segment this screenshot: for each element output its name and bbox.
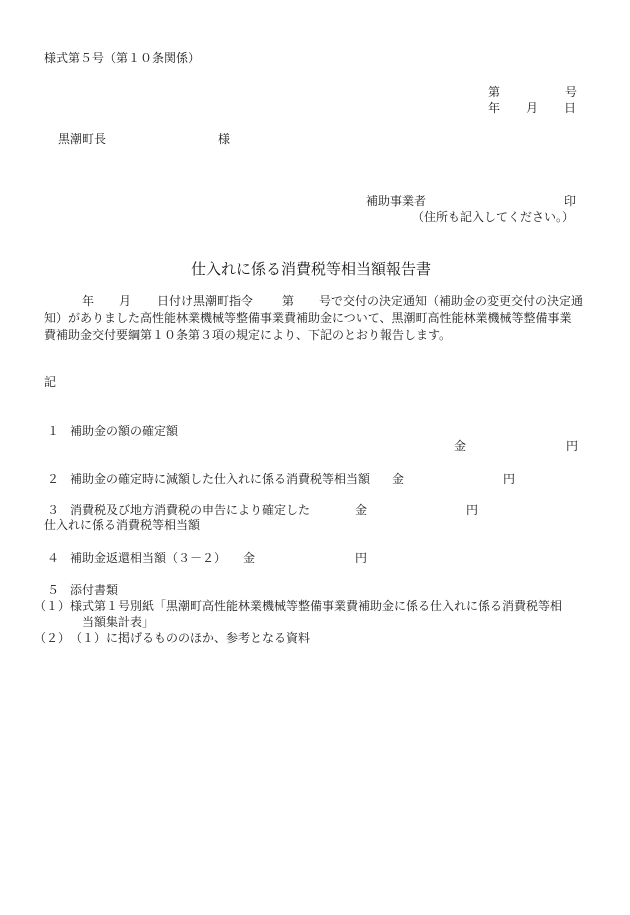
item3-kin: 金 (355, 503, 368, 517)
item5-sub1-number: （１） (34, 599, 71, 613)
item1-en: 円 (566, 439, 579, 453)
date-day: 日 (564, 101, 577, 115)
item3-label: 消費税及び地方消費税の申告により確定した (70, 503, 311, 517)
seal-mark: 印 (564, 194, 577, 208)
item2-label: 補助金の確定時に減額した仕入れに係る消費税等相当額 (70, 472, 371, 486)
body-month: 月 (119, 294, 132, 308)
item3-number: ３ (47, 503, 60, 517)
item1-kin: 金 (454, 439, 467, 453)
item4-kin: 金 (243, 551, 256, 565)
item4-number: ４ (47, 551, 60, 565)
item3-en: 円 (466, 503, 479, 517)
document-title: 仕入れに係る消費税等相当額報告書 (191, 260, 432, 278)
body-line-2: 知）がありました高性能林業機械等整備事業費補助金について、黒潮町高性能林業機械等整備事業 (44, 311, 572, 325)
body-day-directive: 日付け黒潮町指令 (157, 294, 254, 308)
item3-label-line2: 仕入れに係る消費税等相当額 (44, 518, 201, 532)
item4-en: 円 (355, 551, 368, 565)
item5-sub1-line2: 当額集計表」 (82, 615, 155, 629)
item5-label: 添付書類 (70, 583, 119, 597)
body-dai: 第 (282, 294, 295, 308)
addressee-name: 黒潮町長 (58, 132, 107, 146)
item1-label: 補助金の額の確定額 (70, 424, 179, 438)
item4-label: 補助金返還相当額（３－２） (70, 551, 227, 565)
item5-number: ５ (47, 583, 60, 597)
item1-number: １ (47, 424, 60, 438)
item5-sub1-line1: 様式第１号別紙「黒潮町高性能林業機械等整備事業費補助金に係る仕入れに係る消費税等相 (70, 599, 563, 613)
form-number: 様式第５号（第１０条関係） (44, 51, 201, 65)
item2-number: ２ (47, 472, 60, 486)
number-label-dai: 第 (488, 85, 501, 99)
address-note: （住所も記入してください。） (412, 210, 575, 224)
number-label-go: 号 (565, 85, 578, 99)
body-line-3: 費補助金交付要綱第１０条第３項の規定により、下記のとおり報告します。 (44, 328, 452, 342)
item5-sub2-text: （１）に掲げるもののほか、参考となる資料 (70, 631, 311, 645)
date-year: 年 (488, 101, 501, 115)
addressee-honorific: 様 (218, 132, 231, 146)
date-month: 月 (526, 101, 539, 115)
body-year: 年 (82, 294, 95, 308)
applicant-label: 補助事業者 (366, 194, 427, 208)
ki-heading: 記 (44, 375, 57, 389)
body-go-text: 号で交付の決定通知（補助金の変更交付の決定通 (319, 294, 584, 308)
item2-en: 円 (503, 472, 516, 486)
item5-sub2-number: （２） (34, 631, 71, 645)
item2-kin: 金 (392, 472, 405, 486)
